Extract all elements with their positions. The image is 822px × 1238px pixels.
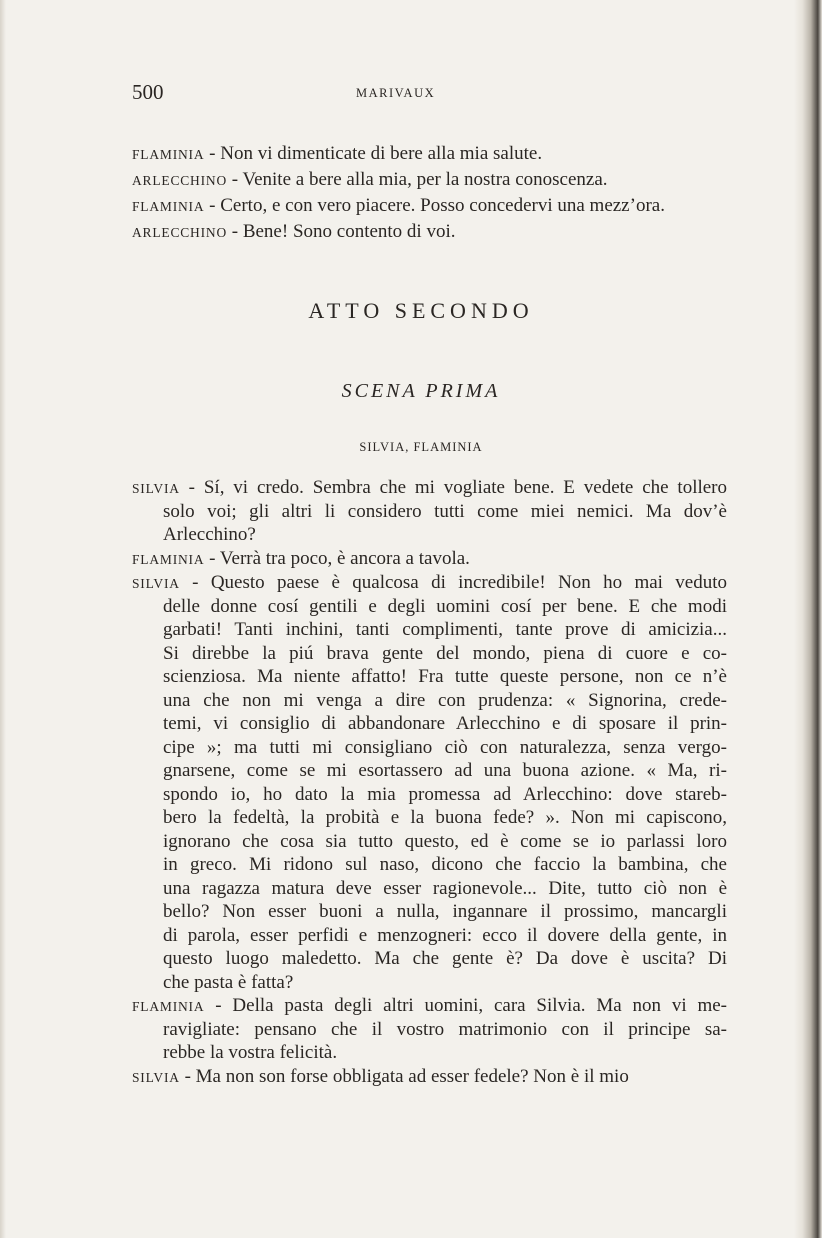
speech-text: solo voi; gli altri li considero tutti come miei nemici. Ma dov’è xyxy=(163,500,727,522)
speech xyxy=(132,994,727,1065)
speech-line xyxy=(132,689,727,713)
speech-line xyxy=(132,830,727,854)
scene-title: SCENA PRIMA xyxy=(341,380,501,402)
speech-line xyxy=(132,1041,727,1065)
dialogue-line: FLAMINIA - Certo, e con vero piacere. Posso concedervi una mezz’ora. xyxy=(132,195,665,216)
speech-text: questo luogo maledetto. Ma che gente è? Da dove è uscita? Di xyxy=(163,948,727,969)
speech-text: Arlecchino? xyxy=(163,524,256,545)
speech-text: che pasta è fatta? xyxy=(163,971,294,993)
page-left-shadow xyxy=(0,0,6,1238)
speech xyxy=(132,571,727,994)
speech-text: temi, vi consiglio di abbandonare Arlecchino e di sposare il prin- xyxy=(163,713,727,734)
speech-text: Sí, vi credo. Sembra che mi vogliate bene. E vedete che tollero xyxy=(203,477,728,498)
speech-text: gnarsene, come se mi esortassero ad una buona azione. « Ma, ri- xyxy=(163,760,727,781)
speech-text: garbati! Tanti inchini, tanti complimenti, tante prove di amicizia... xyxy=(163,619,727,640)
speech-text: una che non mi venga a dire con prudenza: « Signorina, crede- xyxy=(163,689,727,711)
speech-text: delle donne cosí gentili e degli uomini cosí per bene. E che modi xyxy=(163,595,727,617)
running-head: MARIVAUX xyxy=(356,86,436,100)
speech-text: spondo io, ho dato la mia promessa ad Arlecchino: dove stareb- xyxy=(163,783,727,805)
speech-line: SILVIA - Questo paese è qualcosa di incredibile! Non ho mai veduto xyxy=(132,572,728,593)
speech-line: FLAMINIA - Della pasta degli altri uomini, cara Silvia. Ma non vi me- xyxy=(132,995,728,1016)
page-number: 500 xyxy=(132,80,164,104)
scene-characters: SILVIA, FLAMINIA xyxy=(359,440,483,454)
speech-text: una ragazza matura deve esser ragionevole... Dite, tutto ciò non è xyxy=(163,877,727,899)
speech-line xyxy=(132,947,727,971)
speech-text: scienziosa. Ma niente affatto! Fra tutte queste persone, non ce n’è xyxy=(163,666,727,687)
speaker-name: ARLECCHINO xyxy=(132,225,227,240)
speech-line xyxy=(132,924,727,948)
speech-text: bero la fedeltà, la probità e la buona fede? ». Non mi capiscono, xyxy=(163,807,727,828)
speech-line xyxy=(132,736,727,760)
dialogue-line: ARLECCHINO - Venite a bere alla mia, per la nostra conoscenza. xyxy=(132,169,608,190)
speaker-name: SILVIA xyxy=(132,1069,180,1085)
speech xyxy=(132,1065,727,1090)
speech-text: di parola, esser perfidi e menzogneri: ecco il dovere della gente, in xyxy=(163,924,727,946)
speech-text: ignorano che cosa sia tutto questo, ed è come se io parlassi loro xyxy=(163,830,727,852)
speech-line xyxy=(132,853,727,877)
speaker-name: FLAMINIA xyxy=(132,999,205,1014)
speech-line xyxy=(132,712,727,736)
speech-text: in greco. Mi ridono sul naso, dicono che faccio la bambina, che xyxy=(163,854,727,875)
speech-text: Certo, e con vero piacere. Posso concedervi una mezz’ora. xyxy=(220,195,665,216)
speech-line xyxy=(132,877,727,901)
speech-text: Ma non son forse obbligata ad esser fedele? Non è il mio xyxy=(195,1065,629,1087)
speech-line xyxy=(132,642,727,666)
speech-text: Venite a bere alla mia, per la nostra conoscenza. xyxy=(242,169,608,190)
speech-text: Si direbbe la piú brava gente del mondo, piena di cuore e co- xyxy=(163,642,727,664)
scene-dialogue xyxy=(132,476,727,1089)
speech-text: rebbe la vostra felicità. xyxy=(163,1042,338,1063)
dialogue-line: ARLECCHINO - Bene! Sono contento di voi. xyxy=(132,221,456,242)
speech-text: Questo paese è qualcosa di incredibile! Non ho mai veduto xyxy=(210,572,728,593)
speech-text: Non vi dimenticate di bere alla mia salute. xyxy=(220,143,543,164)
speech-line xyxy=(132,665,727,689)
speaker-name: ARLECCHINO xyxy=(132,173,227,188)
speech-line xyxy=(132,595,727,619)
speech-line xyxy=(132,618,727,642)
book-binding-edge xyxy=(794,0,822,1238)
act-title: ATTO SECONDO xyxy=(308,298,534,323)
speech-line: SILVIA - Ma non son forse obbligata ad esser fedele? Non è il mio xyxy=(132,1065,629,1087)
dialogue-line: FLAMINIA - Non vi dimenticate di bere alla mia salute. xyxy=(132,143,543,164)
speech-text: Bene! Sono contento di voi. xyxy=(242,221,456,242)
speaker-name: FLAMINIA xyxy=(132,199,205,214)
speaker-name: SILVIA xyxy=(132,481,180,496)
opening-dialogue xyxy=(132,141,727,245)
speech-line xyxy=(132,971,727,995)
speaker-name: FLAMINIA xyxy=(132,551,205,567)
speech-text: Verrà tra poco, è ancora a tavola. xyxy=(219,547,470,569)
speech xyxy=(132,547,727,572)
speech-line xyxy=(132,806,727,830)
speech-line xyxy=(132,759,727,783)
speech-line xyxy=(132,523,727,547)
speech-line xyxy=(132,900,727,924)
speech xyxy=(132,476,727,547)
speech-line: SILVIA - Sí, vi credo. Sembra che mi vogliate bene. E vedete che tollero xyxy=(132,477,728,498)
speech-text: cipe »; ma tutti mi consigliano ciò con naturalezza, senza vergo- xyxy=(163,736,727,758)
speaker-name: FLAMINIA xyxy=(132,147,205,162)
speech-text: bello? Non esser buoni a nulla, ingannare il prossimo, mancargli xyxy=(163,901,727,922)
speech-line xyxy=(132,783,727,807)
speech-line xyxy=(132,1018,727,1042)
speech-text: Della pasta degli altri uomini, cara Silvia. Ma non vi me- xyxy=(232,995,728,1016)
speaker-name: SILVIA xyxy=(132,576,180,591)
speech-text: ravigliate: pensano che il vostro matrimonio con il principe sa- xyxy=(163,1018,727,1040)
speech-line xyxy=(132,500,727,524)
speech-line: FLAMINIA - Verrà tra poco, è ancora a tavola. xyxy=(132,547,470,569)
